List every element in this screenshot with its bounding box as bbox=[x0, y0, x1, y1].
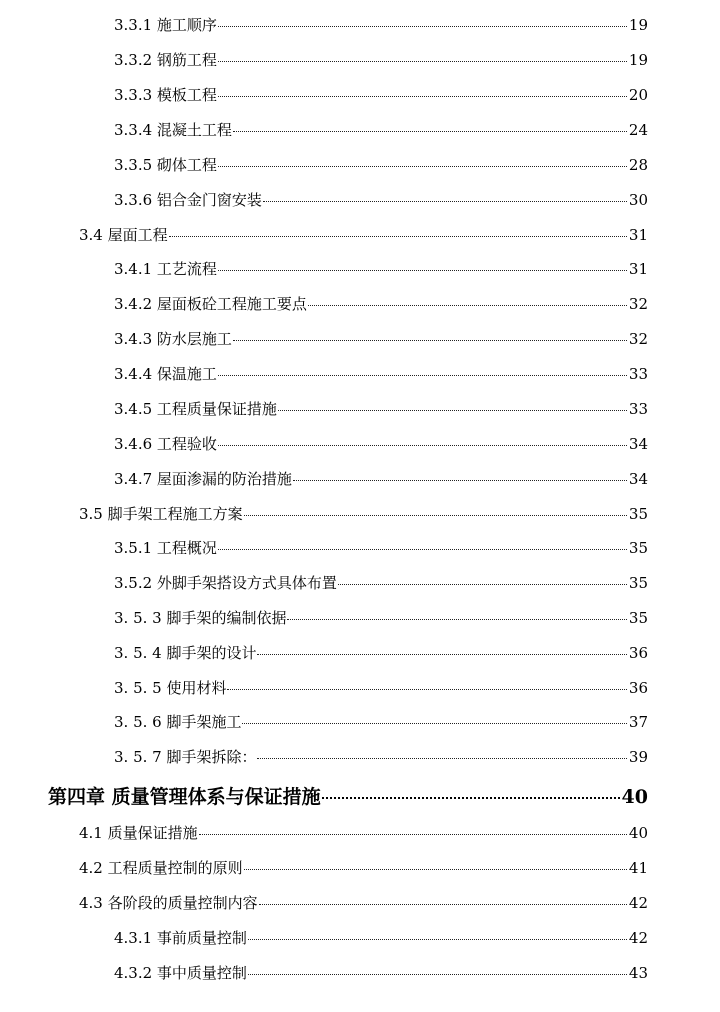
toc-entry-label: 3.5.1 工程概况 bbox=[114, 539, 217, 557]
dot-leader bbox=[199, 834, 627, 835]
toc-entry-page: 31 bbox=[628, 260, 648, 278]
toc-entry-page: 42 bbox=[628, 929, 648, 947]
toc-entry-page: 40 bbox=[621, 786, 648, 808]
toc-entry-label: 3.4.2 屋面板砼工程施工要点 bbox=[114, 295, 307, 313]
toc-entry-page: 36 bbox=[628, 644, 648, 662]
toc-entry-page: 39 bbox=[628, 748, 648, 766]
toc-entry[interactable] bbox=[114, 15, 648, 35]
toc-entry[interactable] bbox=[114, 259, 648, 279]
dot-leader bbox=[338, 584, 627, 585]
toc-entry-page: 32 bbox=[628, 330, 648, 348]
toc-entry-label: 4.1 质量保证措施 bbox=[79, 824, 198, 842]
toc-entry-label: 3.4 屋面工程 bbox=[79, 226, 168, 244]
toc-entry-page: 34 bbox=[628, 470, 648, 488]
toc-entry[interactable] bbox=[114, 155, 648, 175]
toc-entry-label: 3. 5. 7 脚手架拆除： bbox=[114, 748, 257, 766]
dot-leader bbox=[227, 689, 626, 690]
toc-entry-label: 4.2 工程质量控制的原则 bbox=[79, 859, 243, 877]
dot-leader bbox=[218, 375, 627, 376]
dot-leader bbox=[244, 515, 627, 516]
toc-entry-page: 42 bbox=[628, 894, 648, 912]
dot-leader bbox=[218, 26, 627, 27]
dot-leader bbox=[233, 131, 627, 132]
toc-entry[interactable] bbox=[114, 678, 648, 698]
dot-leader bbox=[169, 236, 627, 237]
toc-entry[interactable] bbox=[114, 190, 648, 210]
dot-leader bbox=[293, 480, 627, 481]
toc-entry[interactable] bbox=[114, 608, 648, 628]
toc-entry[interactable] bbox=[114, 294, 648, 314]
toc-entry[interactable] bbox=[114, 469, 648, 489]
toc-entry[interactable] bbox=[79, 893, 648, 913]
dot-leader bbox=[263, 201, 627, 202]
toc-entry[interactable] bbox=[114, 538, 648, 558]
toc-entry[interactable] bbox=[114, 364, 648, 384]
dot-leader bbox=[218, 549, 627, 550]
toc-entry-label: 3.4.6 工程验收 bbox=[114, 435, 217, 453]
toc-entry-page: 24 bbox=[628, 121, 648, 139]
toc-entry-label: 3.3.5 砌体工程 bbox=[114, 156, 217, 174]
toc-entry-label: 3.4.7 屋面渗漏的防治措施 bbox=[114, 470, 292, 488]
toc-entry-label: 4.3.1 事前质量控制 bbox=[114, 929, 247, 947]
toc-entry-page: 35 bbox=[628, 505, 648, 523]
toc-entry-label: 3.3.6 铝合金门窗安装 bbox=[114, 191, 262, 209]
toc-entry-page: 43 bbox=[628, 964, 648, 982]
dot-leader bbox=[218, 61, 627, 62]
toc-entry[interactable] bbox=[79, 858, 648, 878]
toc-entry-label: 3.3.4 混凝土工程 bbox=[114, 121, 232, 139]
toc-entry-page: 40 bbox=[628, 824, 648, 842]
toc-entry-page: 20 bbox=[628, 86, 648, 104]
dot-leader bbox=[233, 340, 627, 341]
toc-entry-page: 37 bbox=[628, 713, 648, 731]
dot-leader bbox=[218, 270, 627, 271]
toc-entry[interactable] bbox=[79, 823, 648, 843]
dot-leader bbox=[218, 96, 627, 97]
toc-entry-page: 30 bbox=[628, 191, 648, 209]
toc-entry[interactable] bbox=[114, 434, 648, 454]
toc-entry-label: 3. 5. 4 脚手架的设计 bbox=[114, 644, 257, 662]
toc-entry-label: 3.5 脚手架工程施工方案 bbox=[79, 505, 243, 523]
toc-entry-page: 35 bbox=[628, 609, 648, 627]
toc-entry-page: 31 bbox=[628, 226, 648, 244]
toc-entry-page: 35 bbox=[628, 574, 648, 592]
toc-entry-label: 3. 5. 5 使用材料 bbox=[114, 679, 227, 697]
toc-entry-page: 32 bbox=[628, 295, 648, 313]
toc-entry-page: 19 bbox=[628, 51, 648, 69]
dot-leader bbox=[248, 974, 627, 975]
dot-leader bbox=[308, 305, 627, 306]
toc-entry[interactable] bbox=[114, 712, 648, 732]
toc-entry[interactable] bbox=[114, 399, 648, 419]
toc-entry-page: 34 bbox=[628, 435, 648, 453]
toc-entry-label: 第四章 质量管理体系与保证措施 bbox=[48, 786, 321, 808]
toc-entry-label: 3. 5. 6 脚手架施工 bbox=[114, 713, 242, 731]
toc-entry-label: 3. 5. 3 脚手架的编制依据 bbox=[114, 609, 287, 627]
toc-chapter-entry[interactable] bbox=[48, 785, 648, 809]
toc-entry[interactable] bbox=[114, 85, 648, 105]
toc-entry-page: 36 bbox=[628, 679, 648, 697]
toc-entry-label: 4.3 各阶段的质量控制内容 bbox=[79, 894, 258, 912]
toc-entry[interactable] bbox=[114, 928, 648, 948]
toc-entry-label: 3.4.4 保温施工 bbox=[114, 365, 217, 383]
toc-entry[interactable] bbox=[79, 225, 648, 245]
toc-entry-label: 3.4.5 工程质量保证措施 bbox=[114, 400, 277, 418]
toc-entry-label: 3.4.1 工艺流程 bbox=[114, 260, 217, 278]
toc-entry[interactable] bbox=[114, 643, 648, 663]
toc-entry-label: 3.4.3 防水层施工 bbox=[114, 330, 232, 348]
dot-leader bbox=[218, 166, 627, 167]
dot-leader bbox=[287, 619, 626, 620]
dot-leader bbox=[322, 797, 620, 799]
dot-leader bbox=[257, 654, 626, 655]
dot-leader bbox=[218, 445, 627, 446]
toc-entry-label: 3.5.2 外脚手架搭设方式具体布置 bbox=[114, 574, 337, 592]
toc-entry-label: 3.3.3 模板工程 bbox=[114, 86, 217, 104]
dot-leader bbox=[278, 410, 627, 411]
dot-leader bbox=[248, 939, 627, 940]
toc-entry-page: 35 bbox=[628, 539, 648, 557]
toc-entry[interactable] bbox=[114, 963, 648, 983]
toc-entry-page: 33 bbox=[628, 365, 648, 383]
toc-entry-label: 3.3.2 钢筋工程 bbox=[114, 51, 217, 69]
dot-leader bbox=[244, 869, 627, 870]
toc-entry-page: 28 bbox=[628, 156, 648, 174]
toc-entry[interactable] bbox=[114, 329, 648, 349]
toc-entry[interactable] bbox=[114, 120, 648, 140]
dot-leader bbox=[259, 904, 627, 905]
toc-entry[interactable] bbox=[79, 504, 648, 524]
dot-leader bbox=[242, 723, 626, 724]
toc-entry[interactable] bbox=[114, 50, 648, 70]
toc-entry[interactable] bbox=[114, 573, 648, 593]
toc-entry-page: 41 bbox=[628, 859, 648, 877]
dot-leader bbox=[257, 758, 626, 759]
toc-entry-label: 4.3.2 事中质量控制 bbox=[114, 964, 247, 982]
toc-entry-page: 19 bbox=[628, 16, 648, 34]
toc-entry-label: 3.3.1 施工顺序 bbox=[114, 16, 217, 34]
toc-entry[interactable] bbox=[114, 747, 648, 767]
toc-entry-page: 33 bbox=[628, 400, 648, 418]
